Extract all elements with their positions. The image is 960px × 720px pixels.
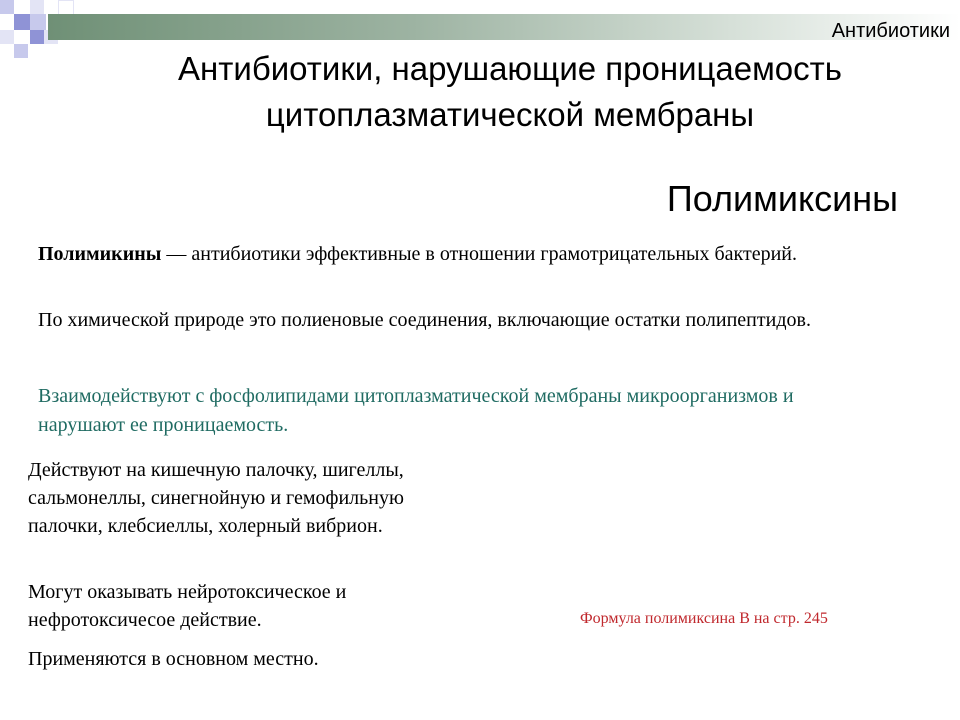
usage-paragraph: Применяются в основном местно. xyxy=(28,648,319,670)
formula-note: Формула полимиксина В на стр. 245 xyxy=(580,610,828,627)
chemistry-paragraph: По химической природе это полиеновые соединения, включающие остатки полипептидов. xyxy=(38,309,811,331)
decor-square xyxy=(30,0,44,14)
decor-square xyxy=(30,14,46,30)
definition-text: — антибиотики эффективные в отношении грамотрицательных бактерий. xyxy=(161,243,797,265)
slide-title-line2: цитоплазматической мембраны xyxy=(265,96,755,133)
slide-title-line1: Антибиотики, нарушающие проницаемость xyxy=(178,50,842,87)
slide-title xyxy=(100,46,920,138)
decor-square xyxy=(0,0,14,14)
header-gradient-bar xyxy=(48,14,960,40)
toxicity-paragraph: Могут оказывать нейротоксическое и нефротоксичесое действие. xyxy=(28,581,347,631)
slide-subtitle: Полимиксины xyxy=(666,178,898,219)
decor-square xyxy=(0,30,14,44)
mechanism-paragraph: Взаимодействуют с фосфолипидами цитоплазматической мембраны микроорганизмов и нарушают ее проницаемость. xyxy=(38,385,794,436)
section-label: Антибиотики xyxy=(831,20,950,42)
definition-paragraph xyxy=(38,240,858,269)
decor-square xyxy=(30,30,44,44)
decor-square xyxy=(14,44,28,58)
definition-term: Полимикины xyxy=(38,243,162,265)
spectrum-paragraph: Действуют на кишечную палочку, шигеллы, сальмонеллы, синегнойную и гемофильную палочки, клебсиеллы, холерный вибрион. xyxy=(28,459,404,537)
decor-square xyxy=(14,14,30,30)
